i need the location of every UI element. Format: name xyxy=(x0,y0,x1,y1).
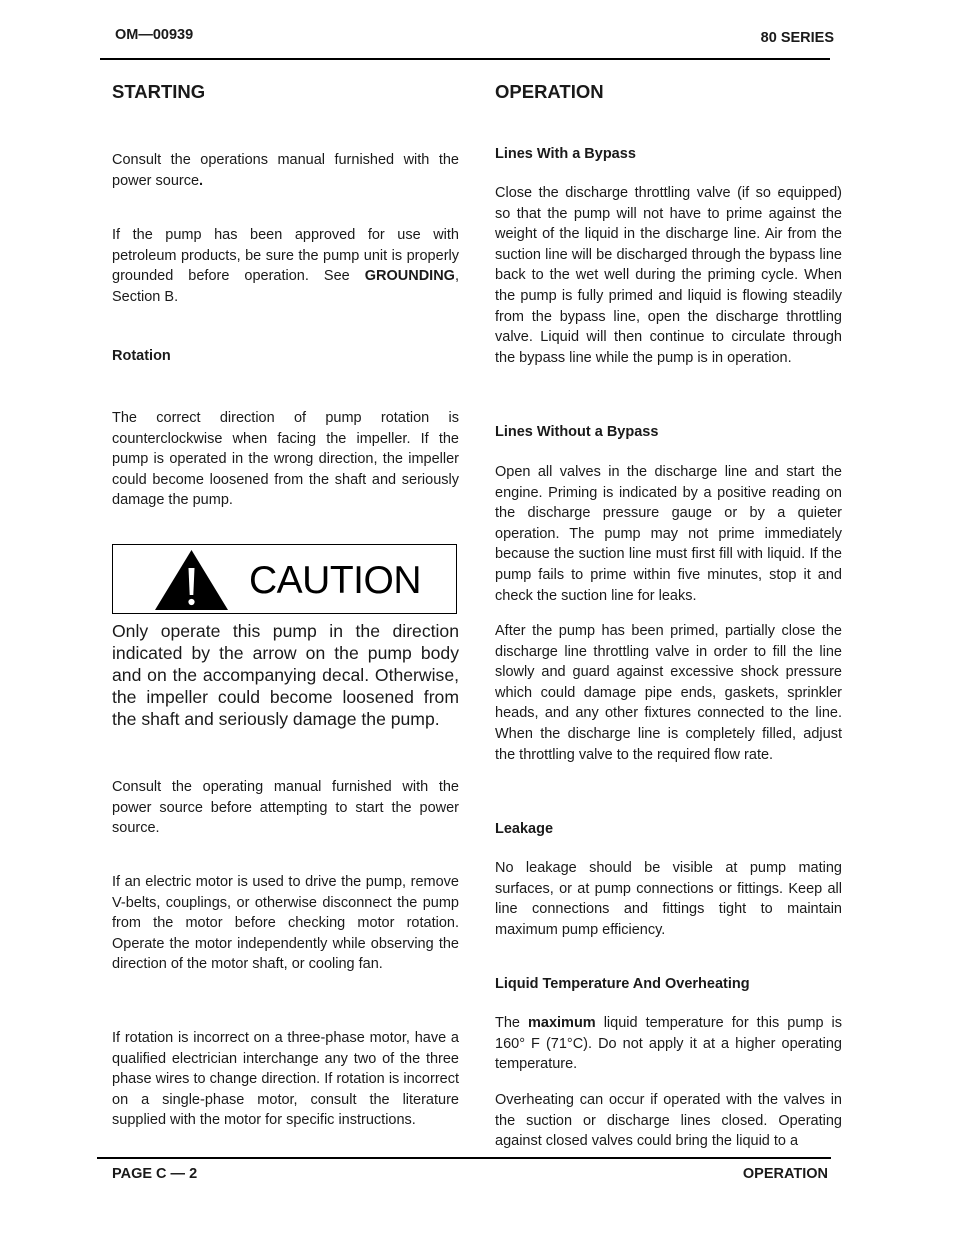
warning-triangle-icon xyxy=(154,548,229,612)
page-number: PAGE C — 2 xyxy=(112,1166,198,1182)
paragraph-after-primed: After the pump has been primed, partially close the discharge line throttling valve in order to fill the line slowly and guard against excessive shock pressure which could damage pipe ends, gaskets, sprinkler heads, and any other fixtures connected to the line. When the discharge line is completely filled, adjust the throttling valve to the required flow rate. xyxy=(495,623,842,763)
document-number: OM—00939 xyxy=(115,27,194,43)
paragraph-power-source: Consult the operations manual furnished with the power source. xyxy=(112,152,459,189)
heading-rotation: Rotation xyxy=(112,348,171,364)
section-title-operation: OPERATION xyxy=(495,81,604,102)
paragraph-lines-without-bypass: Open all valves in the discharge line and start the engine. Priming is indicated by a positive reading on the discharge pressure gauge or by a quieter operation. The pump may not prime immediately because the suction line must first fill with liquid. If the pump fails to prime within five minutes, stop it and check the suction line for leaks. xyxy=(495,464,842,604)
paragraph-electric-motor: If an electric motor is used to drive the pump, remove V-belts, couplings, or otherwise disconnect the pump from the motor before checking motor rotation. Operate the motor independently while observing the direction of the motor shaft, or cooling fan. xyxy=(112,874,459,973)
footer-divider xyxy=(97,1157,831,1159)
caution-banner xyxy=(112,544,457,614)
paragraph-grounding: If the pump has been approved for use with petroleum products, be sure the pump unit is properly grounded before operation. See GROUNDING, Section B. xyxy=(112,227,459,305)
heading-lines-with-bypass: Lines With a Bypass xyxy=(495,146,636,162)
heading-lines-without-bypass: Lines Without a Bypass xyxy=(495,424,659,440)
paragraph-overheating: Overheating can occur if operated with the valves in the suction or discharge lines closed. Operating against closed valves could bring the liquid to a xyxy=(495,1092,842,1150)
header-divider xyxy=(100,58,830,60)
caution-message: Only operate this pump in the direction indicated by the arrow on the pump body and on the accompanying decal. Otherwise, the impeller could become loosened from the shaft and seriously damage the pump. xyxy=(112,621,459,729)
heading-liquid-temperature: Liquid Temperature And Overheating xyxy=(495,976,750,992)
caution-label: CAUTION xyxy=(249,559,421,602)
heading-leakage: Leakage xyxy=(495,821,554,837)
paragraph-operating-manual: Consult the operating manual furnished with the power source before attempting to start the power source. xyxy=(112,779,459,837)
paragraph-leakage: No leakage should be visible at pump mating surfaces, or at pump connections or fittings. Keep all line connections and fittings tight to maintain maximum pump efficiency. xyxy=(495,860,842,938)
section-title-starting: STARTING xyxy=(112,81,206,102)
paragraph-max-temperature: The maximum liquid temperature for this pump is 160° F (71°C). Do not apply it at a higher operating temperature. xyxy=(495,1015,843,1073)
paragraph-rotation: The correct direction of pump rotation is counterclockwise when facing the impeller. If the pump is operated in the wrong direction, the impeller could become loosened from the shaft and seriously damage the pump. xyxy=(112,410,459,509)
paragraph-lines-with-bypass: Close the discharge throttling valve (if so equipped) so that the pump will not have to prime against the weight of the liquid in the discharge line. Air from the suction line will be discharged through the bypass line back to the wet well during the priming cycle. When the pump is fully primed and liquid is flowing steadily from the bypass line, open the discharge throttling valve. Liquid will then continue to circulate through the bypass line while the pump is in operation. xyxy=(495,185,842,366)
paragraph-rotation-incorrect: If rotation is incorrect on a three-phase motor, have a qualified electrician interchange any two of the three phase wires to change direction. If rotation is incorrect on a single-phase motor, consult the literature supplied with the motor for specific instructions. xyxy=(112,1030,459,1129)
series-label: 80 SERIES xyxy=(760,30,834,46)
footer-section-label: OPERATION xyxy=(742,1166,828,1182)
